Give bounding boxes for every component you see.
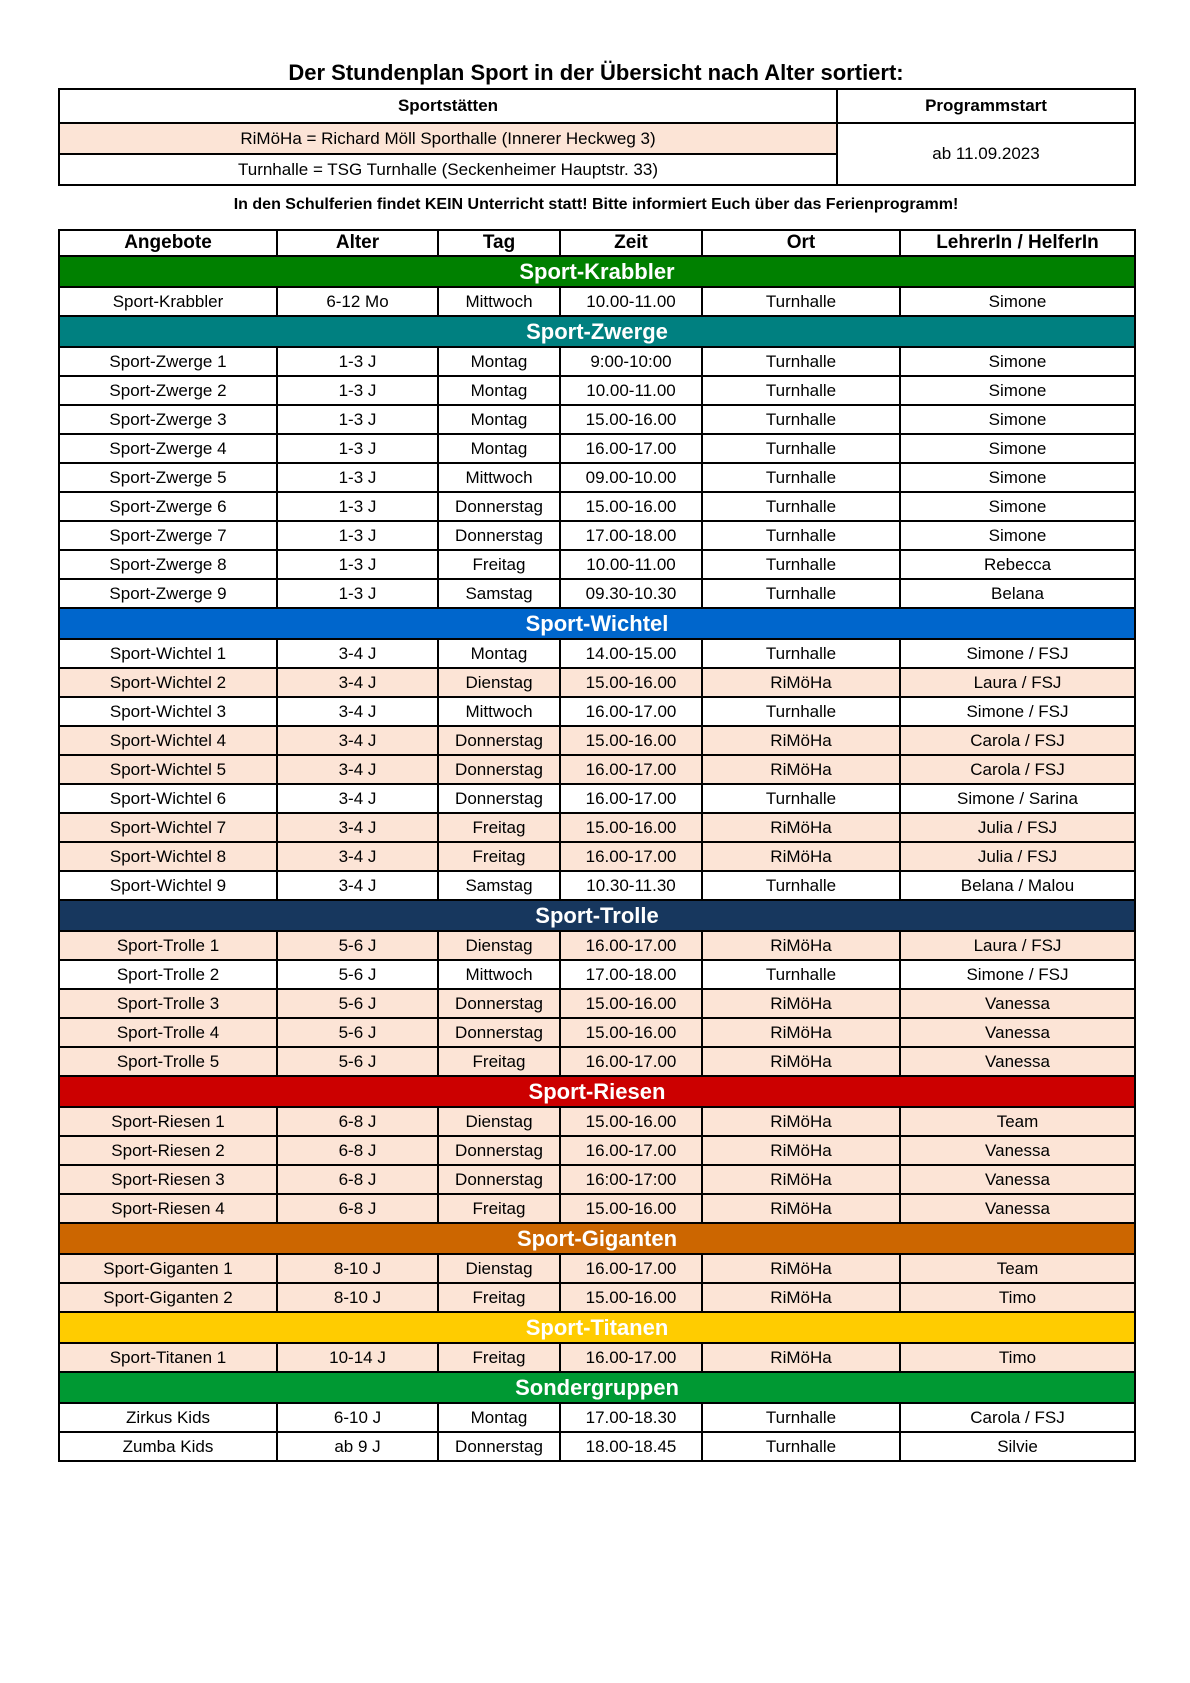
- time-cell: 15.00-16.00: [560, 492, 702, 521]
- age-cell: 3-4 J: [277, 726, 438, 755]
- age-cell: 6-8 J: [277, 1194, 438, 1223]
- table-row: [59, 376, 1135, 405]
- age-cell: 1-3 J: [277, 434, 438, 463]
- age-cell: 6-8 J: [277, 1165, 438, 1194]
- day-cell: Dienstag: [438, 1107, 560, 1136]
- instructor-cell: Vanessa: [900, 1018, 1135, 1047]
- venues-table: [58, 88, 1136, 186]
- table-row: [59, 1254, 1135, 1283]
- time-cell: 16.00-17.00: [560, 1047, 702, 1076]
- age-cell: 3-4 J: [277, 784, 438, 813]
- location-cell: RiMöHa: [702, 1047, 900, 1076]
- group-header: Sport-Wichtel: [59, 608, 1135, 639]
- schedule-table: [58, 229, 1136, 1462]
- group-header-row: [59, 900, 1135, 931]
- offer-cell: Sport-Zwerge 9: [59, 579, 277, 608]
- offer-cell: Zirkus Kids: [59, 1403, 277, 1432]
- offer-cell: Sport-Zwerge 5: [59, 463, 277, 492]
- instructor-cell: Belana / Malou: [900, 871, 1135, 900]
- age-cell: 1-3 J: [277, 579, 438, 608]
- schedule-body: [59, 256, 1135, 1461]
- location-cell: RiMöHa: [702, 1283, 900, 1312]
- table-row: [59, 1165, 1135, 1194]
- day-cell: Mittwoch: [438, 463, 560, 492]
- offer-cell: Sport-Zwerge 6: [59, 492, 277, 521]
- time-cell: 10.00-11.00: [560, 376, 702, 405]
- offer-cell: Sport-Krabbler: [59, 287, 277, 316]
- holiday-note: In den Schulferien findet KEIN Unterricht statt! Bitte informiert Euch über das Ferienprogramm!: [233, 196, 959, 213]
- time-cell: 16.00-17.00: [560, 784, 702, 813]
- venue-row: [59, 123, 1135, 154]
- location-cell: RiMöHa: [702, 668, 900, 697]
- instructor-cell: Belana: [900, 579, 1135, 608]
- age-cell: 3-4 J: [277, 871, 438, 900]
- location-cell: Turnhalle: [702, 376, 900, 405]
- group-header-row: [59, 256, 1135, 287]
- instructor-cell: Carola / FSJ: [900, 755, 1135, 784]
- venues-header-row: [59, 89, 1135, 123]
- instructor-cell: Julia / FSJ: [900, 842, 1135, 871]
- offer-cell: Sport-Wichtel 3: [59, 697, 277, 726]
- instructor-cell: Team: [900, 1254, 1135, 1283]
- table-row: [59, 1283, 1135, 1312]
- venue-rimoeha: RiMöHa = Richard Möll Sporthalle (Innerer Heckweg 3): [59, 123, 837, 154]
- location-cell: Turnhalle: [702, 639, 900, 668]
- offer-cell: Sport-Riesen 3: [59, 1165, 277, 1194]
- day-cell: Donnerstag: [438, 755, 560, 784]
- group-header-row: [59, 316, 1135, 347]
- time-cell: 16.00-17.00: [560, 931, 702, 960]
- table-row: [59, 550, 1135, 579]
- table-row: [59, 1047, 1135, 1076]
- table-row: [59, 1432, 1135, 1461]
- instructor-cell: Simone: [900, 405, 1135, 434]
- location-cell: RiMöHa: [702, 1254, 900, 1283]
- age-cell: 3-4 J: [277, 668, 438, 697]
- age-cell: 3-4 J: [277, 697, 438, 726]
- time-cell: 17.00-18.30: [560, 1403, 702, 1432]
- group-header-row: [59, 1223, 1135, 1254]
- table-row: [59, 931, 1135, 960]
- time-cell: 15.00-16.00: [560, 1107, 702, 1136]
- offer-cell: Sport-Riesen 2: [59, 1136, 277, 1165]
- day-cell: Dienstag: [438, 931, 560, 960]
- time-cell: 10.00-11.00: [560, 287, 702, 316]
- venue-turnhalle: Turnhalle = TSG Turnhalle (Seckenheimer Hauptstr. 33): [59, 154, 837, 185]
- table-row: [59, 287, 1135, 316]
- day-cell: Freitag: [438, 1283, 560, 1312]
- age-cell: 6-8 J: [277, 1107, 438, 1136]
- time-cell: 18.00-18.45: [560, 1432, 702, 1461]
- offer-cell: Sport-Zwerge 4: [59, 434, 277, 463]
- offer-cell: Sport-Trolle 5: [59, 1047, 277, 1076]
- day-cell: Donnerstag: [438, 1432, 560, 1461]
- instructor-cell: Simone / FSJ: [900, 697, 1135, 726]
- instructor-cell: Simone: [900, 376, 1135, 405]
- offer-cell: Sport-Wichtel 5: [59, 755, 277, 784]
- age-cell: 5-6 J: [277, 989, 438, 1018]
- table-row: [59, 726, 1135, 755]
- group-header-row: [59, 1076, 1135, 1107]
- table-row: [59, 1018, 1135, 1047]
- table-row: [59, 960, 1135, 989]
- instructor-cell: Simone: [900, 434, 1135, 463]
- offer-cell: Sport-Wichtel 4: [59, 726, 277, 755]
- age-cell: 1-3 J: [277, 463, 438, 492]
- age-cell: 1-3 J: [277, 376, 438, 405]
- instructor-cell: Simone / FSJ: [900, 960, 1135, 989]
- day-cell: Dienstag: [438, 1254, 560, 1283]
- location-cell: RiMöHa: [702, 1107, 900, 1136]
- time-cell: 16.00-17.00: [560, 434, 702, 463]
- time-cell: 15.00-16.00: [560, 726, 702, 755]
- day-cell: Donnerstag: [438, 726, 560, 755]
- instructor-cell: Laura / FSJ: [900, 931, 1135, 960]
- age-cell: 3-4 J: [277, 813, 438, 842]
- location-cell: Turnhalle: [702, 784, 900, 813]
- instructor-cell: Simone: [900, 347, 1135, 376]
- offer-cell: Sport-Giganten 2: [59, 1283, 277, 1312]
- day-cell: Freitag: [438, 842, 560, 871]
- schedule-header-row: [59, 230, 1135, 256]
- table-row: [59, 784, 1135, 813]
- day-cell: Freitag: [438, 550, 560, 579]
- time-cell: 16.00-17.00: [560, 842, 702, 871]
- instructor-cell: Simone: [900, 492, 1135, 521]
- location-cell: RiMöHa: [702, 755, 900, 784]
- time-cell: 15.00-16.00: [560, 1194, 702, 1223]
- table-row: [59, 813, 1135, 842]
- offer-cell: Sport-Giganten 1: [59, 1254, 277, 1283]
- instructor-cell: Simone: [900, 521, 1135, 550]
- day-cell: Montag: [438, 1403, 560, 1432]
- instructor-cell: Team: [900, 1107, 1135, 1136]
- instructor-cell: Carola / FSJ: [900, 726, 1135, 755]
- day-cell: Freitag: [438, 1343, 560, 1372]
- location-cell: RiMöHa: [702, 1343, 900, 1372]
- program-start-date: ab 11.09.2023: [837, 123, 1135, 185]
- group-header: Sport-Giganten: [59, 1223, 1135, 1254]
- offer-cell: Sport-Trolle 4: [59, 1018, 277, 1047]
- table-row: [59, 989, 1135, 1018]
- offer-cell: Sport-Wichtel 6: [59, 784, 277, 813]
- location-cell: Turnhalle: [702, 871, 900, 900]
- age-cell: ab 9 J: [277, 1432, 438, 1461]
- instructor-cell: Timo: [900, 1343, 1135, 1372]
- location-cell: Turnhalle: [702, 347, 900, 376]
- time-cell: 16.00-17.00: [560, 1343, 702, 1372]
- instructor-cell: Simone: [900, 287, 1135, 316]
- age-cell: 6-8 J: [277, 1136, 438, 1165]
- day-cell: Freitag: [438, 1194, 560, 1223]
- group-header: Sport-Titanen: [59, 1312, 1135, 1343]
- day-cell: Donnerstag: [438, 492, 560, 521]
- location-cell: Turnhalle: [702, 405, 900, 434]
- day-cell: Dienstag: [438, 668, 560, 697]
- day-cell: Mittwoch: [438, 287, 560, 316]
- group-header: Sport-Trolle: [59, 900, 1135, 931]
- time-cell: 15.00-16.00: [560, 813, 702, 842]
- table-row: [59, 697, 1135, 726]
- day-cell: Samstag: [438, 871, 560, 900]
- location-cell: Turnhalle: [702, 697, 900, 726]
- location-cell: RiMöHa: [702, 931, 900, 960]
- time-cell: 16:00-17:00: [560, 1165, 702, 1194]
- instructor-cell: Vanessa: [900, 1136, 1135, 1165]
- instructor-cell: Julia / FSJ: [900, 813, 1135, 842]
- instructor-cell: Vanessa: [900, 1165, 1135, 1194]
- location-cell: Turnhalle: [702, 550, 900, 579]
- time-cell: 16.00-17.00: [560, 1254, 702, 1283]
- location-cell: Turnhalle: [702, 434, 900, 463]
- instructor-cell: Laura / FSJ: [900, 668, 1135, 697]
- age-cell: 1-3 J: [277, 492, 438, 521]
- group-header-row: [59, 1372, 1135, 1403]
- age-cell: 8-10 J: [277, 1283, 438, 1312]
- location-cell: RiMöHa: [702, 989, 900, 1018]
- location-cell: RiMöHa: [702, 1194, 900, 1223]
- time-cell: 09.00-10.00: [560, 463, 702, 492]
- day-cell: Donnerstag: [438, 521, 560, 550]
- time-cell: 16.00-17.00: [560, 755, 702, 784]
- time-cell: 15.00-16.00: [560, 1018, 702, 1047]
- age-cell: 10-14 J: [277, 1343, 438, 1372]
- time-cell: 10.00-11.00: [560, 550, 702, 579]
- offer-cell: Sport-Wichtel 2: [59, 668, 277, 697]
- age-cell: 6-10 J: [277, 1403, 438, 1432]
- location-cell: RiMöHa: [702, 1165, 900, 1194]
- offer-cell: Sport-Zwerge 2: [59, 376, 277, 405]
- age-cell: 3-4 J: [277, 639, 438, 668]
- column-header-ort: Ort: [702, 230, 900, 256]
- table-row: [59, 639, 1135, 668]
- offer-cell: Sport-Zwerge 7: [59, 521, 277, 550]
- day-cell: Montag: [438, 405, 560, 434]
- group-header-row: [59, 1312, 1135, 1343]
- column-header-alter: Alter: [277, 230, 438, 256]
- table-row: [59, 405, 1135, 434]
- offer-cell: Sport-Zwerge 8: [59, 550, 277, 579]
- time-cell: 14.00-15.00: [560, 639, 702, 668]
- table-row: [59, 1403, 1135, 1432]
- offer-cell: Sport-Wichtel 7: [59, 813, 277, 842]
- table-row: [59, 521, 1135, 550]
- time-cell: 16.00-17.00: [560, 697, 702, 726]
- offer-cell: Zumba Kids: [59, 1432, 277, 1461]
- day-cell: Donnerstag: [438, 1165, 560, 1194]
- table-row: [59, 579, 1135, 608]
- time-cell: 9:00-10:00: [560, 347, 702, 376]
- age-cell: 1-3 J: [277, 405, 438, 434]
- age-cell: 5-6 J: [277, 960, 438, 989]
- table-row: [59, 755, 1135, 784]
- location-cell: Turnhalle: [702, 287, 900, 316]
- program-start-header: Programmstart: [837, 89, 1135, 123]
- day-cell: Freitag: [438, 813, 560, 842]
- age-cell: 8-10 J: [277, 1254, 438, 1283]
- column-header-zeit: Zeit: [560, 230, 702, 256]
- age-cell: 5-6 J: [277, 1018, 438, 1047]
- offer-cell: Sport-Riesen 4: [59, 1194, 277, 1223]
- time-cell: 15.00-16.00: [560, 989, 702, 1018]
- table-row: [59, 1107, 1135, 1136]
- table-row: [59, 1136, 1135, 1165]
- time-cell: 15.00-16.00: [560, 668, 702, 697]
- offer-cell: Sport-Trolle 3: [59, 989, 277, 1018]
- offer-cell: Sport-Wichtel 9: [59, 871, 277, 900]
- table-row: [59, 1194, 1135, 1223]
- instructor-cell: Silvie: [900, 1432, 1135, 1461]
- column-header-lehrer: LehrerIn / HelferIn: [900, 230, 1135, 256]
- instructor-cell: Vanessa: [900, 989, 1135, 1018]
- offer-cell: Sport-Trolle 2: [59, 960, 277, 989]
- location-cell: Turnhalle: [702, 1432, 900, 1461]
- time-cell: 17.00-18.00: [560, 960, 702, 989]
- column-header-tag: Tag: [438, 230, 560, 256]
- age-cell: 3-4 J: [277, 842, 438, 871]
- table-row: [59, 463, 1135, 492]
- table-row: [59, 871, 1135, 900]
- offer-cell: Sport-Titanen 1: [59, 1343, 277, 1372]
- day-cell: Donnerstag: [438, 1018, 560, 1047]
- time-cell: 17.00-18.00: [560, 521, 702, 550]
- day-cell: Freitag: [438, 1047, 560, 1076]
- age-cell: 1-3 J: [277, 347, 438, 376]
- age-cell: 1-3 J: [277, 550, 438, 579]
- offer-cell: Sport-Wichtel 8: [59, 842, 277, 871]
- offer-cell: Sport-Riesen 1: [59, 1107, 277, 1136]
- instructor-cell: Timo: [900, 1283, 1135, 1312]
- age-cell: 5-6 J: [277, 931, 438, 960]
- group-header: Sport-Riesen: [59, 1076, 1135, 1107]
- day-cell: Montag: [438, 347, 560, 376]
- group-header: Sport-Zwerge: [59, 316, 1135, 347]
- instructor-cell: Rebecca: [900, 550, 1135, 579]
- column-header-angebote: Angebote: [59, 230, 277, 256]
- day-cell: Donnerstag: [438, 989, 560, 1018]
- day-cell: Samstag: [438, 579, 560, 608]
- group-header-row: [59, 608, 1135, 639]
- location-cell: Turnhalle: [702, 463, 900, 492]
- table-row: [59, 842, 1135, 871]
- group-header: Sondergruppen: [59, 1372, 1135, 1403]
- page-title: Der Stundenplan Sport in der Übersicht nach Alter sortiert:: [288, 60, 904, 85]
- location-cell: Turnhalle: [702, 492, 900, 521]
- time-cell: 10.30-11.30: [560, 871, 702, 900]
- offer-cell: Sport-Zwerge 3: [59, 405, 277, 434]
- location-cell: Turnhalle: [702, 1403, 900, 1432]
- table-row: [59, 492, 1135, 521]
- location-cell: RiMöHa: [702, 842, 900, 871]
- age-cell: 3-4 J: [277, 755, 438, 784]
- location-cell: RiMöHa: [702, 1018, 900, 1047]
- table-row: [59, 347, 1135, 376]
- instructor-cell: Simone / FSJ: [900, 639, 1135, 668]
- instructor-cell: Vanessa: [900, 1047, 1135, 1076]
- time-cell: 15.00-16.00: [560, 1283, 702, 1312]
- offer-cell: Sport-Trolle 1: [59, 931, 277, 960]
- table-row: [59, 668, 1135, 697]
- location-cell: RiMöHa: [702, 813, 900, 842]
- instructor-cell: Vanessa: [900, 1194, 1135, 1223]
- location-cell: RiMöHa: [702, 726, 900, 755]
- time-cell: 09.30-10.30: [560, 579, 702, 608]
- table-row: [59, 1343, 1135, 1372]
- day-cell: Montag: [438, 434, 560, 463]
- venues-header-label: Sportstätten: [59, 89, 837, 123]
- day-cell: Donnerstag: [438, 1136, 560, 1165]
- time-cell: 15.00-16.00: [560, 405, 702, 434]
- location-cell: Turnhalle: [702, 521, 900, 550]
- location-cell: Turnhalle: [702, 579, 900, 608]
- day-cell: Mittwoch: [438, 960, 560, 989]
- time-cell: 16.00-17.00: [560, 1136, 702, 1165]
- age-cell: 5-6 J: [277, 1047, 438, 1076]
- offer-cell: Sport-Wichtel 1: [59, 639, 277, 668]
- instructor-cell: Simone / Sarina: [900, 784, 1135, 813]
- instructor-cell: Simone: [900, 463, 1135, 492]
- day-cell: Donnerstag: [438, 784, 560, 813]
- location-cell: Turnhalle: [702, 960, 900, 989]
- instructor-cell: Carola / FSJ: [900, 1403, 1135, 1432]
- table-row: [59, 434, 1135, 463]
- age-cell: 1-3 J: [277, 521, 438, 550]
- group-header: Sport-Krabbler: [59, 256, 1135, 287]
- location-cell: RiMöHa: [702, 1136, 900, 1165]
- day-cell: Montag: [438, 639, 560, 668]
- offer-cell: Sport-Zwerge 1: [59, 347, 277, 376]
- age-cell: 6-12 Mo: [277, 287, 438, 316]
- day-cell: Mittwoch: [438, 697, 560, 726]
- day-cell: Montag: [438, 376, 560, 405]
